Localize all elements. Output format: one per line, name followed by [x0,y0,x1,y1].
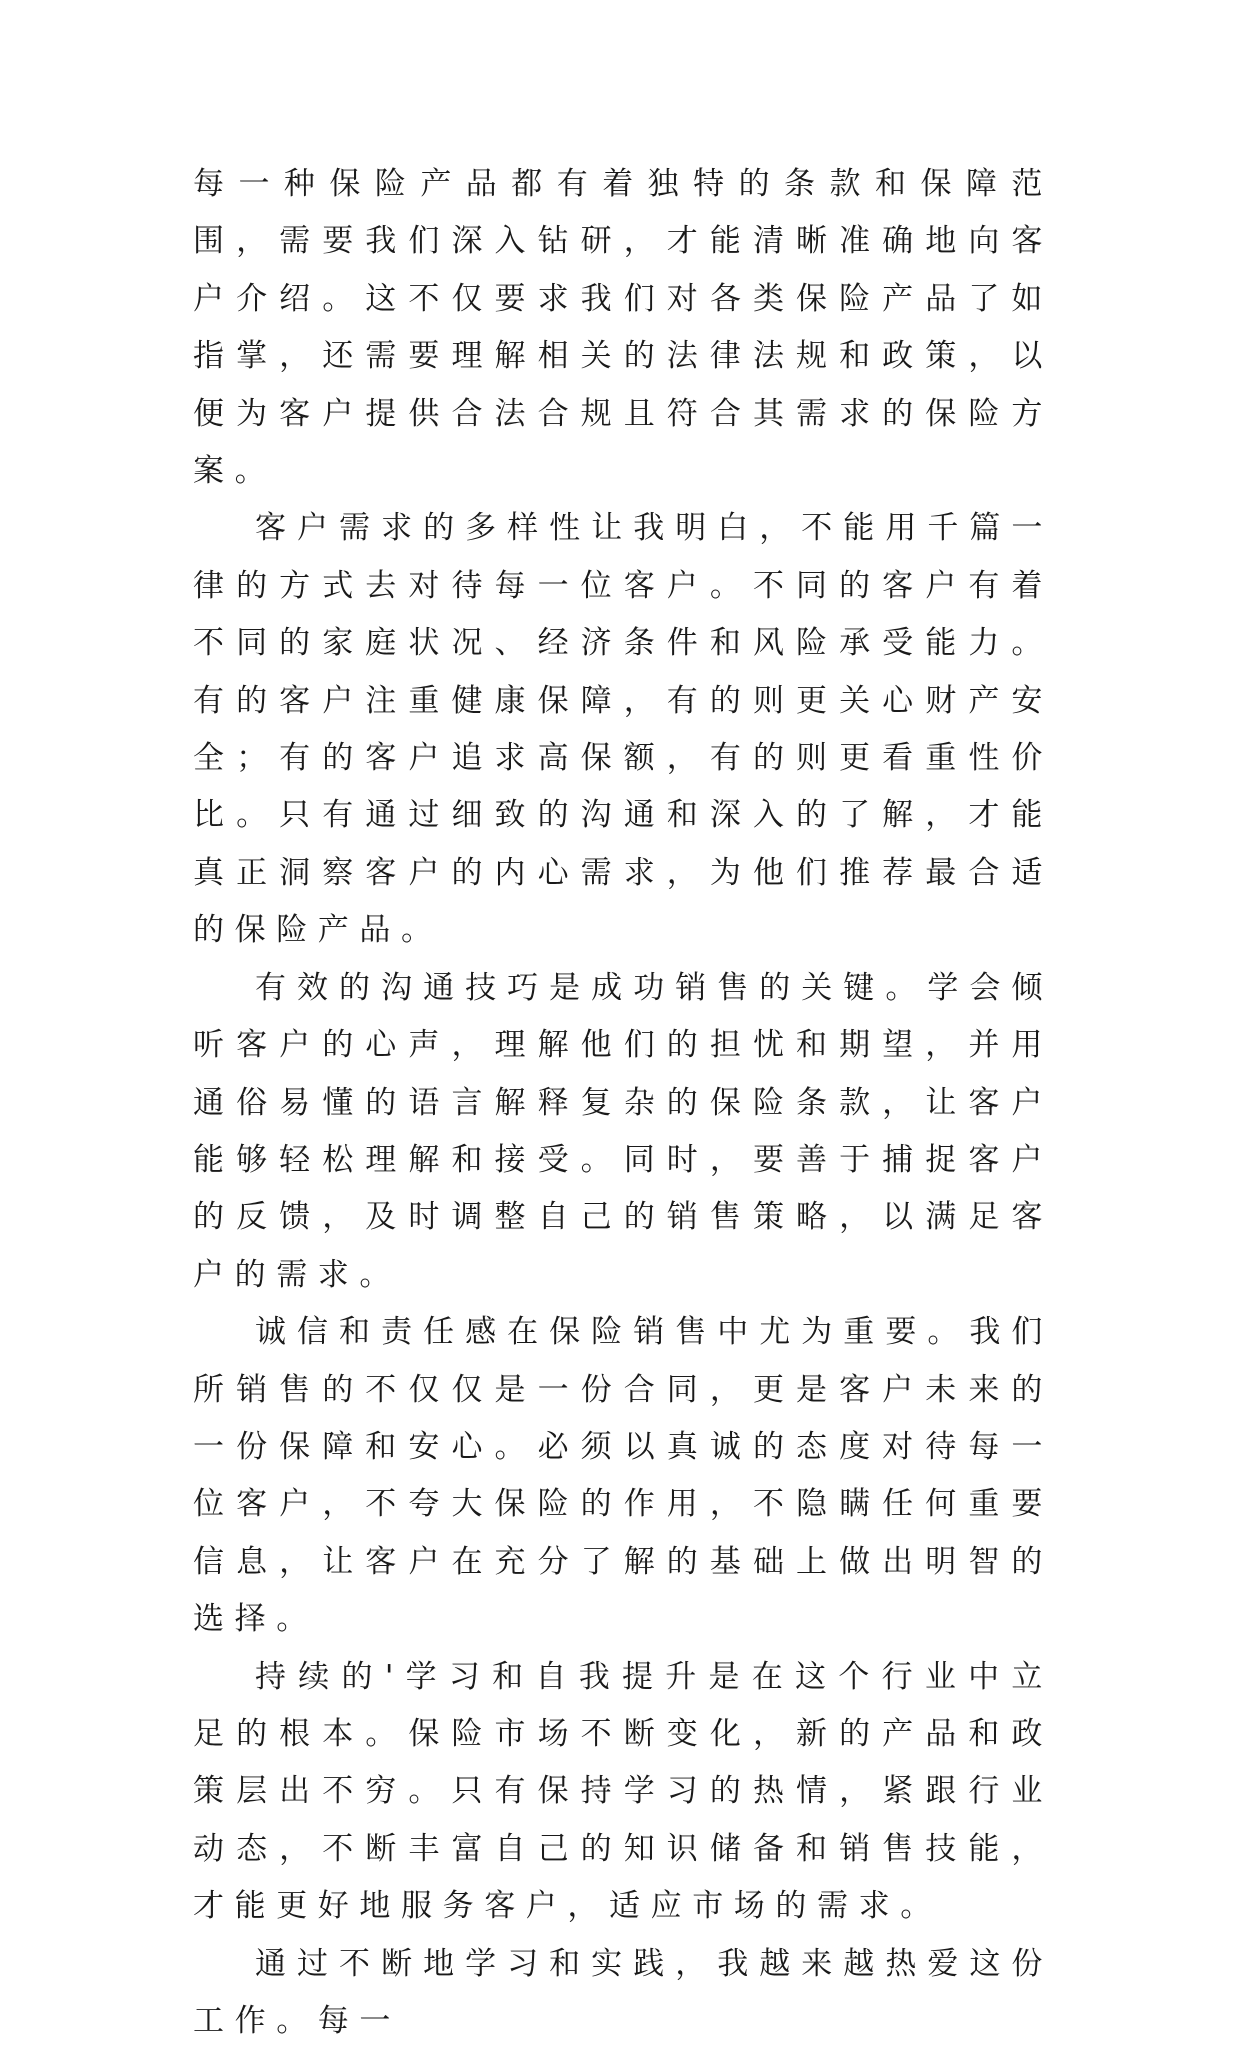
paragraph-integrity: 诚信和责任感在保险销售中尤为重要。我们所销售的不仅仅是一份合同，更是客户未来的一份保障和安心。必须以真诚的态度对待每一位客户，不夸大保险的作用，不隐瞒任何重要信息，让客户在充分了解的基础上做出明智的选择。 [193,1314,1053,1638]
document-body [193,156,1053,2050]
paragraph-product-knowledge: 每一种保险产品都有着独特的条款和保障范围，需要我们深入钻研，才能清晰准确地向客户介绍。这不仅要求我们对各类保险产品了如指掌，还需要理解相关的法律法规和政策，以便为客户提供合法合规且符合其需求的保险方案。 [193,166,1053,490]
paragraph-continuous-learning: 持续的'学习和自我提升是在这个行业中立足的根本。保险市场不断变化，新的产品和政策层出不穷。只有保持学习的热情，紧跟行业动态，不断丰富自己的知识储备和销售技能，才能更好地服务客户，适应市场的需求。 [193,1658,1053,1925]
paragraph-customer-needs: 客户需求的多样性让我明白，不能用千篇一律的方式去对待每一位客户。不同的客户有着不同的家庭状况、经济条件和风险承受能力。有的客户注重健康保障，有的则更关心财产安全；有的客户追求高保额，有的则更看重性价比。只有通过细致的沟通和深入的了解，才能真正洞察客户的内心需求，为他们推荐最合适的保险产品。 [193,510,1053,949]
paragraph-love-of-work: 通过不断地学习和实践，我越来越热爱这份工作。每一 [193,1945,1053,2039]
paragraph-communication-skills: 有效的沟通技巧是成功销售的关键。学会倾听客户的心声，理解他们的担忧和期望，并用通俗易懂的语言解释复杂的保险条款，让客户能够轻松理解和接受。同时，要善于捕捉客户的反馈，及时调整自己的销售策略，以满足客户的需求。 [193,969,1053,1293]
